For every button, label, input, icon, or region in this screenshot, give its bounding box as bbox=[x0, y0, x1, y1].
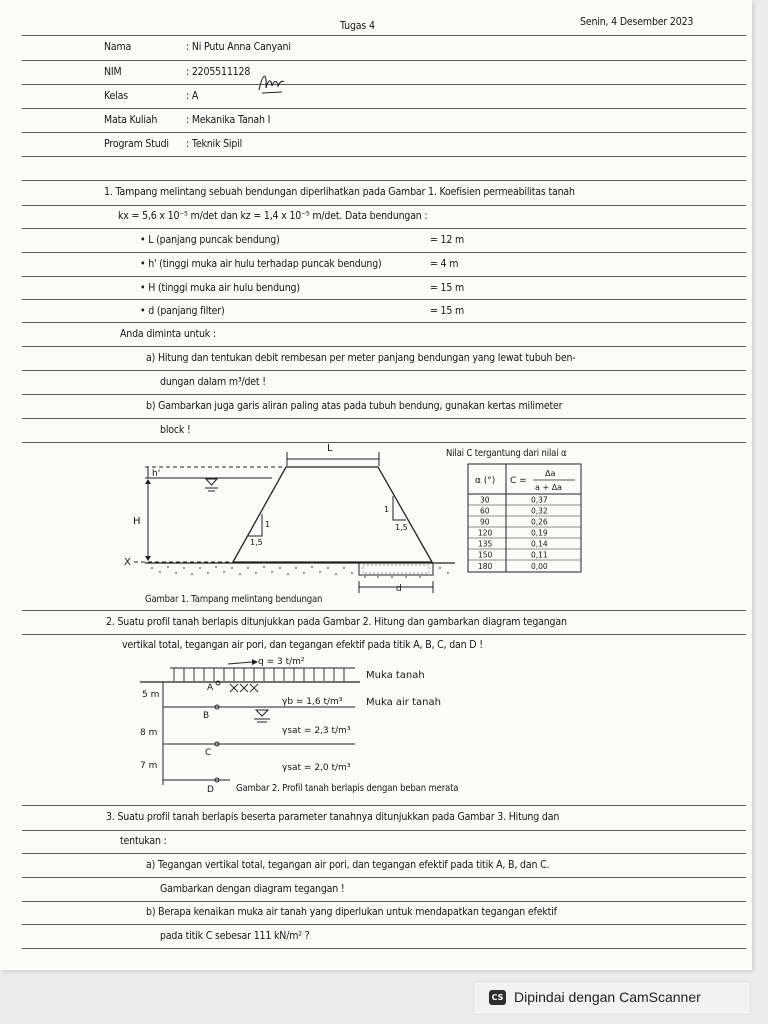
table-c-180: 0,00 bbox=[531, 562, 548, 571]
gamma-b: γb = 1,6 t/m³ bbox=[282, 697, 343, 707]
identity-label-program: Program Studi bbox=[104, 138, 169, 150]
q1-a-line2: dungan dalam m³/det ! bbox=[160, 376, 266, 388]
q3-b-line1: b) Berapa kenaikan muka air tanah yang diperlukan untuk mendapatkan tegangan efektif bbox=[146, 906, 557, 918]
camscanner-watermark bbox=[473, 981, 751, 1015]
identity-value-course: : Mekanika Tanah I bbox=[186, 114, 271, 126]
table-c-120: 0,19 bbox=[531, 528, 548, 538]
label-q: q = 3 t/m² bbox=[258, 657, 305, 667]
point-b: B bbox=[203, 711, 210, 721]
q1-param-d-label: • d (panjang filter) bbox=[140, 305, 225, 317]
table-alpha-180: 180 bbox=[478, 562, 493, 571]
q1-param-h-prime-label: • h' (tinggi muka air hulu terhadap puncak bendung) bbox=[140, 258, 382, 270]
identity-value-nim: : 2205511128 bbox=[186, 66, 251, 78]
q1-param-d-value: = 15 m bbox=[430, 305, 465, 317]
table-c-90: 0,26 bbox=[531, 517, 548, 527]
q1-line1: 1. Tampang melintang sebuah bendungan diperlihatkan pada Gambar 1. Koefisien permeabilitas tanah bbox=[104, 186, 575, 198]
label-left-slope: 1,5 bbox=[250, 538, 263, 547]
label-l: L bbox=[327, 443, 333, 454]
depth-5m: 5 m bbox=[142, 690, 160, 700]
q2-line2: vertikal total, tegangan air pori, dan tegangan efektif pada titik A, B, C, dan D ! bbox=[122, 639, 483, 651]
identity-value-name: : Ni Putu Anna Canyani bbox=[186, 41, 291, 53]
table-c-60: 0,32 bbox=[531, 506, 548, 516]
identity-label-name: Nama bbox=[104, 41, 132, 53]
q3-b-line2: pada titik C sebesar 111 kN/m² ? bbox=[160, 930, 310, 942]
q3-line2: tentukan : bbox=[120, 835, 167, 847]
q1-param-h-prime-value: = 4 m bbox=[430, 258, 459, 270]
q3-a-line1: a) Tegangan vertikal total, tegangan air pori, dan tegangan efektif pada titik A, B, dan C. bbox=[146, 859, 550, 871]
identity-label-course: Mata Kuliah bbox=[104, 114, 158, 126]
depth-8m: 8 m bbox=[140, 728, 158, 738]
label-right-one: 1 bbox=[384, 505, 390, 514]
table-alpha-60: 60 bbox=[480, 506, 490, 516]
identity-value-class: : A bbox=[186, 90, 199, 102]
q1-b-line2: block ! bbox=[160, 424, 191, 436]
q3-a-line2: Gambarkan dengan diagram tegangan ! bbox=[160, 883, 345, 895]
identity-label-class: Kelas bbox=[104, 90, 128, 102]
q2-line1: 2. Suatu profil tanah berlapis ditunjukkan pada Gambar 2. Hitung dan gambarkan diagram tegangan bbox=[106, 616, 567, 628]
table-c-30: 0,37 bbox=[531, 495, 548, 505]
identity-value-program: : Teknik Sipil bbox=[186, 138, 243, 150]
label-muka-tanah: Muka tanah bbox=[366, 670, 425, 681]
q1-param-l-value: = 12 m bbox=[430, 234, 465, 246]
point-a: A bbox=[207, 683, 214, 693]
q1-a-line1: a) Hitung dan tentukan debit rembesan per meter panjang bendungan yang lewat tubuh ben- bbox=[146, 352, 576, 364]
q1-param-h-label: • H (tinggi muka air hulu bendung) bbox=[140, 282, 300, 294]
label-x: X bbox=[124, 557, 131, 568]
label-muka-air: Muka air tanah bbox=[366, 697, 441, 708]
camscanner-logo-icon: CS bbox=[489, 990, 506, 1005]
label-h-prime: h' bbox=[152, 469, 161, 479]
depth-7m: 7 m bbox=[140, 761, 158, 771]
q1-line2: kx = 5,6 x 10⁻⁵ m/det dan kz = 1,4 x 10⁻⁵ m/det. Data bendungan : bbox=[118, 210, 428, 222]
table-alpha-90: 90 bbox=[480, 517, 490, 527]
q1-param-h-value: = 15 m bbox=[430, 282, 465, 294]
point-c: C bbox=[205, 748, 212, 758]
assignment-date: Senin, 4 Desember 2023 bbox=[580, 16, 694, 28]
figure2-caption: Gambar 2. Profil tanah berlapis dengan beban merata bbox=[236, 783, 459, 794]
table-header-alpha: α (°) bbox=[475, 476, 496, 486]
label-right-slope: 1,5 bbox=[395, 523, 408, 532]
table-c-135: 0,14 bbox=[531, 539, 548, 549]
q1-asked: Anda diminta untuk : bbox=[120, 328, 216, 340]
table-alpha-30: 30 bbox=[480, 495, 490, 505]
identity-label-nim: NIM bbox=[104, 66, 122, 78]
figure1-caption: Gambar 1. Tampang melintang bendungan bbox=[145, 594, 323, 605]
table-header-c-numerator: Δa bbox=[545, 469, 556, 478]
label-h: H bbox=[133, 516, 141, 527]
label-d: d bbox=[396, 584, 402, 594]
camscanner-label: Dipindai dengan CamScanner bbox=[514, 989, 701, 1005]
gamma-sat-2: γsat = 2,0 t/m³ bbox=[282, 763, 351, 773]
assignment-title: Tugas 4 bbox=[340, 20, 375, 32]
table-alpha-135: 135 bbox=[478, 539, 493, 549]
table-header-c-denominator: a + Δa bbox=[535, 483, 563, 492]
table-title: Nilai C tergantung dari nilai α bbox=[446, 448, 567, 459]
q1-param-l-label: • L (panjang puncak bendung) bbox=[140, 234, 280, 246]
q1-b-line1: b) Gambarkan juga garis aliran paling atas pada tubuh bendung, gunakan kertas milimeter bbox=[146, 400, 563, 412]
point-d: D bbox=[207, 785, 214, 795]
table-alpha-150: 150 bbox=[478, 550, 493, 560]
gamma-sat-1: γsat = 2,3 t/m³ bbox=[282, 726, 351, 736]
table-alpha-120: 120 bbox=[478, 528, 493, 538]
table-c-150: 0,11 bbox=[531, 550, 548, 560]
label-left-one: 1 bbox=[265, 520, 271, 529]
q3-line1: 3. Suatu profil tanah berlapis beserta parameter tanahnya ditunjukkan pada Gambar 3. Hitung dan bbox=[106, 811, 560, 823]
table-header-c-prefix: C = bbox=[510, 476, 527, 486]
